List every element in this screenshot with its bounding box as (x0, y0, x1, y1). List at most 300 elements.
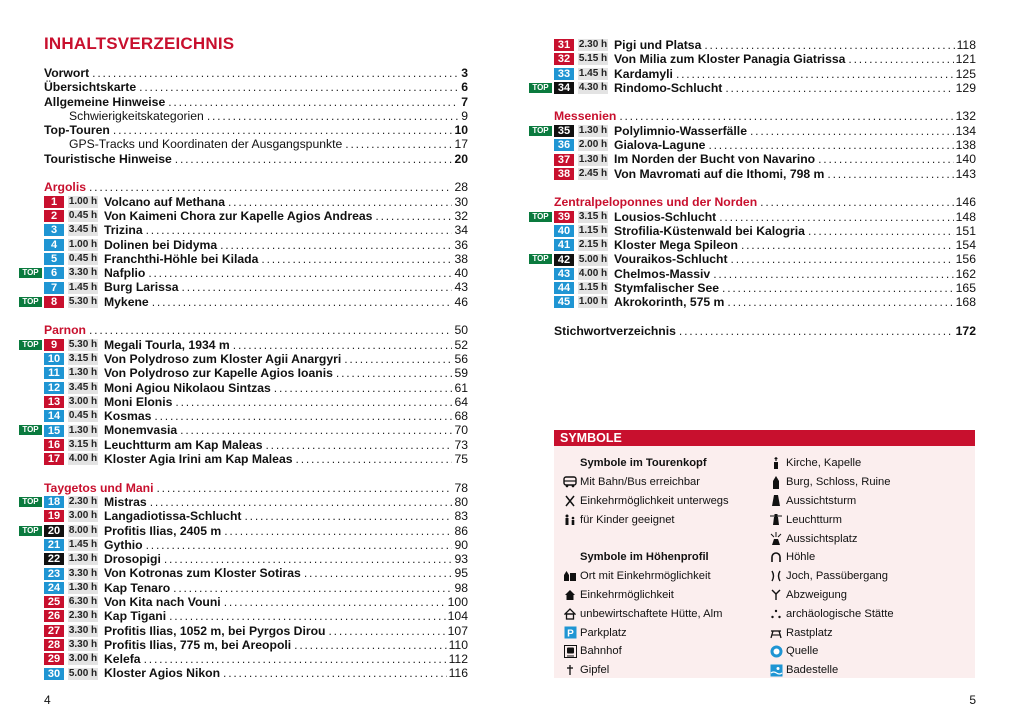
tour-duration: 2.15 h (578, 239, 608, 251)
spacer (44, 309, 468, 323)
leader-dots (294, 638, 446, 652)
symbol-label: Rastplatz (786, 626, 833, 639)
symbol-label: Höhle (786, 551, 816, 564)
tour-number: 7 (44, 282, 64, 294)
symbol-entry (766, 567, 894, 586)
region-heading-label: Argolis (44, 180, 86, 195)
tour-duration: 1.30 h (68, 581, 98, 593)
toc-entry-label: Übersichtskarte (44, 80, 137, 95)
leader-dots (375, 209, 452, 223)
children-icon (560, 514, 580, 526)
tour-duration: 4.30 h (578, 82, 608, 94)
tour-title (554, 224, 805, 238)
page-ref: 73 (454, 437, 468, 452)
tour-name: Gialova-Lagune (614, 138, 706, 153)
tour-duration: 2.00 h (578, 139, 608, 151)
symbol-label: Einkehrmöglichkeit unterwegs (580, 494, 729, 507)
tour-title (44, 423, 177, 437)
leader-dots (224, 524, 452, 538)
tour-title (44, 252, 258, 266)
leader-dots (173, 581, 452, 595)
tour-title (44, 495, 147, 509)
toc-entry (44, 66, 468, 80)
tour-duration: 1.45 h (68, 538, 98, 550)
symbol-legend (554, 430, 975, 678)
tour-duration: 8.00 h (68, 524, 98, 536)
tour-entry (554, 52, 976, 66)
tour-title (44, 609, 166, 623)
leader-dots (725, 81, 953, 95)
tour-duration: 1.00 h (68, 238, 98, 250)
leader-dots (344, 352, 452, 366)
symbol-label: archäologische Stätte (786, 607, 894, 620)
tour-duration: 2.30 h (68, 610, 98, 622)
tour-number: 25 (44, 596, 64, 608)
leader-dots (676, 67, 954, 81)
tour-title (44, 338, 230, 352)
tour-duration: 3.15 h (578, 210, 608, 222)
page-ref: 116 (448, 666, 468, 681)
page-number-right: 5 (969, 693, 976, 707)
tour-title (554, 52, 845, 66)
spring-icon (766, 645, 786, 658)
tour-name: Gythio (104, 537, 143, 552)
tour-entry (44, 452, 468, 466)
tour-number: 17 (44, 453, 64, 465)
tour-number: 36 (554, 139, 574, 151)
page-ref: 143 (955, 166, 976, 181)
symbol-entry (766, 586, 894, 605)
page-ref: 125 (955, 66, 976, 81)
leader-dots (848, 52, 953, 66)
tour-duration: 3.15 h (68, 438, 98, 450)
symbol-entry (560, 567, 729, 586)
page-ref: 110 (448, 637, 468, 652)
pass-icon (766, 570, 786, 582)
page-ref: 68 (454, 409, 468, 424)
page-ref: 20 (454, 151, 468, 166)
symbol-entry (766, 454, 894, 473)
summit-cross-icon (560, 664, 580, 676)
tour-title (554, 281, 719, 295)
page-ref: 90 (454, 537, 468, 552)
symbol-section-heading (560, 454, 729, 473)
tour-title (44, 624, 325, 638)
tour-entry (44, 223, 468, 237)
leader-dots (156, 481, 452, 495)
symbol-entry (766, 548, 894, 567)
region-heading-label: Taygetos und Mani (44, 480, 154, 495)
symbol-label: für Kinder geeignet (580, 513, 675, 526)
tour-entry (22, 294, 468, 309)
tour-title (554, 252, 728, 266)
tour-title (44, 552, 161, 566)
toc-entry-label: Touristische Hinweise (44, 151, 172, 166)
tour-entry (532, 209, 976, 224)
tour-name: Franchthi-Höhle bei Kilada (104, 251, 259, 266)
tour-duration: 1.45 h (578, 67, 608, 79)
tour-number: 8 (44, 296, 64, 308)
leader-dots (144, 652, 447, 666)
leader-dots (265, 438, 452, 452)
spacer (560, 529, 729, 548)
tour-entry (44, 595, 468, 609)
tour-title (554, 124, 747, 138)
toc-entry (44, 109, 468, 123)
leader-dots (296, 452, 453, 466)
tour-entry (44, 280, 468, 294)
symbol-label: Joch, Passübergang (786, 570, 888, 583)
tour-entry (532, 123, 976, 138)
symbol-label: Mit Bahn/Bus erreichbar (580, 476, 701, 489)
spacer (44, 466, 468, 480)
tour-name: Von Kotronas zum Kloster Sotiras (104, 566, 301, 581)
tour-number: 34 (554, 82, 574, 94)
leader-dots (719, 210, 953, 224)
tour-number: 39 (554, 211, 574, 223)
page-ref: 168 (955, 295, 976, 310)
page-ref: 38 (454, 251, 468, 266)
page-ref: 6 (461, 80, 468, 95)
tour-duration: 3.30 h (68, 267, 98, 279)
tour-duration: 2.30 h (578, 39, 608, 51)
tour-name: Moni Agiou Nikolaou Sintzas (104, 380, 271, 395)
tour-number: 20 (44, 525, 64, 537)
toc-entry (44, 123, 468, 137)
tour-duration: 6.30 h (68, 596, 98, 608)
tour-duration: 0.45 h (68, 253, 98, 264)
page-ref: 10 (454, 123, 468, 138)
leader-dots (619, 109, 953, 123)
tour-duration: 5.30 h (68, 295, 98, 307)
spacer (554, 181, 976, 195)
symbol-entry (560, 492, 729, 511)
tour-name: Stymfalischer See (614, 281, 720, 296)
region-heading (44, 323, 468, 337)
page-ref: 132 (955, 109, 976, 124)
page-ref: 100 (447, 594, 468, 609)
spacer (554, 95, 976, 109)
tour-number: 23 (44, 568, 64, 580)
tour-name: Kardamyli (614, 66, 673, 81)
tour-duration: 1.00 h (68, 195, 98, 207)
leader-dots (228, 195, 452, 209)
toc-entry (44, 137, 468, 151)
top-badge: TOP (19, 340, 42, 350)
tour-name: Volcano auf Methana (104, 194, 225, 209)
page-ref: 56 (454, 351, 468, 366)
tour-title (44, 238, 217, 252)
tour-name: Chelmos-Massiv (614, 266, 711, 281)
tour-entry (44, 552, 468, 566)
region-heading-label: Messenien (554, 109, 617, 124)
tour-duration: 1.15 h (578, 282, 608, 294)
tour-name: Dolinen bei Didyma (104, 237, 218, 252)
tour-duration: 1.30 h (578, 124, 608, 136)
tour-duration: 1.45 h (68, 281, 98, 293)
tour-name: Kloster Agios Nikon (104, 666, 221, 681)
tour-title (44, 566, 301, 580)
tour-title (44, 352, 341, 366)
leader-dots (750, 124, 954, 138)
tour-name: Leuchtturm am Kap Maleas (104, 437, 263, 452)
leader-dots (345, 137, 452, 151)
leader-dots (92, 66, 459, 80)
archaeological-site-icon (766, 608, 786, 620)
tour-number: 11 (44, 367, 64, 379)
tour-number: 45 (554, 296, 574, 308)
tour-entry (554, 152, 976, 166)
page-ref: 121 (955, 52, 976, 67)
page-number-left: 4 (44, 693, 51, 707)
symbol-label: Leuchtturm (786, 513, 842, 526)
leader-dots (207, 109, 459, 123)
tour-name: Von Mavromati auf die Ithomi, 798 m (614, 166, 825, 181)
tour-title (554, 167, 824, 181)
tour-entry (44, 395, 468, 409)
leader-dots (152, 295, 453, 309)
tour-number: 38 (554, 168, 574, 180)
page-ref: 95 (454, 566, 468, 581)
tour-entry (554, 224, 976, 238)
region-heading (554, 109, 976, 123)
symbol-label: Kirche, Kapelle (786, 457, 862, 470)
symbol-entry (560, 473, 729, 492)
tour-entry (44, 666, 468, 680)
tour-entry (44, 409, 468, 423)
top-badge: TOP (529, 254, 552, 264)
tour-title (44, 581, 170, 595)
symbol-label: Abzweigung (786, 588, 847, 601)
tour-title (44, 666, 220, 680)
tour-title (44, 638, 291, 652)
tour-title (554, 210, 716, 224)
page-ref: 86 (454, 523, 468, 538)
tour-number: 26 (44, 610, 64, 622)
top-badge: TOP (19, 297, 42, 307)
tour-name: Profitis Ilias, 1052 m, bei Pyrgos Dirou (104, 623, 326, 638)
tour-title (44, 524, 221, 538)
bus-icon (560, 476, 580, 488)
tour-name: Trizina (104, 223, 143, 238)
region-heading (44, 180, 468, 194)
leader-dots (808, 224, 954, 238)
leader-dots (233, 338, 453, 352)
symbol-legend-left (560, 454, 729, 680)
page-ref: 93 (454, 552, 468, 567)
toc-entry-label: GPS-Tracks und Koordinaten der Ausgangspunkte (69, 137, 343, 152)
leader-dots (328, 624, 445, 638)
page-ref: 52 (454, 337, 468, 352)
symbol-entry (560, 586, 729, 605)
leader-dots (180, 423, 452, 437)
leader-dots (150, 495, 453, 509)
symbol-section-label: Symbole im Höhenprofil (580, 551, 709, 564)
leader-dots (704, 38, 954, 52)
symbol-entry (766, 642, 894, 661)
tour-title (44, 223, 143, 237)
tour-duration: 3.00 h (68, 510, 98, 522)
page-ref: 140 (955, 152, 976, 167)
tour-entry (44, 538, 468, 552)
tour-number: 22 (44, 553, 64, 565)
tour-entry (22, 494, 468, 509)
region-heading (44, 481, 468, 495)
tour-duration: 4.00 h (68, 453, 98, 465)
leader-dots (164, 552, 453, 566)
tour-number: 9 (44, 339, 64, 351)
tour-title (44, 538, 143, 552)
tour-duration: 2.30 h (68, 496, 98, 508)
castle-icon (766, 476, 786, 489)
tour-number: 31 (554, 39, 574, 51)
tour-entry (44, 638, 468, 652)
leader-dots (760, 195, 954, 209)
tour-entry (44, 609, 468, 623)
tour-number: 4 (44, 239, 64, 251)
tour-number: 13 (44, 396, 64, 408)
symbol-label: Gipfel (580, 664, 610, 677)
tour-duration: 5.00 h (68, 667, 98, 679)
tour-number: 21 (44, 539, 64, 551)
leader-dots (139, 80, 459, 94)
leader-dots (175, 152, 453, 166)
top-badge: TOP (529, 126, 552, 136)
page-ref: 104 (447, 609, 468, 624)
tour-entry (532, 252, 976, 267)
toc-entry-label: Top-Touren (44, 123, 110, 138)
leader-dots (244, 509, 452, 523)
tour-name: Burg Larissa (104, 280, 179, 295)
symbol-label: Einkehrmöglichkeit (580, 588, 674, 601)
leader-dots (708, 138, 953, 152)
picnic-icon (766, 627, 786, 639)
tour-entry (44, 352, 468, 366)
leader-dots (154, 409, 452, 423)
leader-dots (146, 538, 453, 552)
symbol-section-heading (560, 548, 729, 567)
tour-duration: 3.30 h (68, 639, 98, 651)
leader-dots (146, 223, 453, 237)
tour-title (554, 138, 705, 152)
tour-entry (44, 509, 468, 523)
page-ref: 98 (454, 580, 468, 595)
page-ref: 30 (454, 194, 468, 209)
page-ref: 154 (955, 238, 976, 253)
leader-dots (827, 167, 953, 181)
symbol-label: Parkplatz (580, 626, 627, 639)
page-ref: 50 (454, 323, 468, 338)
tour-title (44, 381, 271, 395)
symbol-label: Aussichtsturm (786, 494, 857, 507)
leader-dots (168, 95, 459, 109)
spacer (44, 166, 468, 180)
leader-dots (731, 252, 954, 266)
tour-number: 29 (44, 653, 64, 665)
tour-name: Rindomo-Schlucht (614, 80, 723, 95)
leader-dots (224, 595, 446, 609)
tour-duration: 1.30 h (68, 424, 98, 436)
tour-number: 15 (44, 425, 64, 437)
train-icon (560, 645, 580, 658)
tour-title (44, 652, 141, 666)
tour-title (44, 409, 151, 423)
tour-duration: 3.30 h (68, 624, 98, 636)
cave-icon (766, 551, 786, 563)
leader-dots (336, 366, 453, 380)
hut-icon (560, 608, 580, 620)
tour-name: Kosmas (104, 409, 152, 424)
tour-duration: 0.45 h (68, 210, 98, 222)
tour-number: 2 (44, 210, 64, 222)
leader-dots (175, 395, 452, 409)
tour-number: 14 (44, 410, 64, 422)
tour-number: 1 (44, 196, 64, 208)
symbol-label: Burg, Schloss, Ruine (786, 476, 891, 489)
page-ref: 134 (955, 123, 976, 138)
tour-number: 10 (44, 353, 64, 365)
tour-number: 44 (554, 282, 574, 294)
symbol-entry (766, 604, 894, 623)
tour-entry (554, 67, 976, 81)
tour-number: 24 (44, 582, 64, 594)
tour-name: Im Norden der Bucht von Navarino (614, 152, 816, 167)
tour-entry (554, 267, 976, 281)
symbol-label: unbewirtschaftete Hütte, Alm (580, 607, 723, 620)
leader-dots (220, 238, 452, 252)
page-ref: 129 (955, 80, 976, 95)
tour-duration: 1.30 h (68, 367, 98, 379)
tour-title (554, 295, 724, 309)
tour-duration: 5.30 h (68, 338, 98, 350)
tour-name: Monemvasia (104, 423, 178, 438)
toc-left-column (22, 66, 468, 681)
leader-dots (89, 323, 452, 337)
page-ref: 107 (447, 623, 468, 638)
tour-title (44, 366, 333, 380)
top-badge: TOP (19, 526, 42, 536)
toc-entry-label: Schwierigkeitskategorien (69, 108, 204, 123)
tour-number: 28 (44, 639, 64, 651)
tour-entry (44, 381, 468, 395)
tour-duration: 3.00 h (68, 395, 98, 407)
page-ref: 165 (955, 281, 976, 296)
junction-icon (766, 589, 786, 601)
leader-dots (274, 381, 453, 395)
tour-duration: 1.15 h (578, 225, 608, 236)
svg-text:P: P (566, 628, 574, 640)
tour-entry (554, 295, 976, 309)
tour-title (44, 452, 293, 466)
tour-number: 12 (44, 382, 64, 394)
tour-duration: 3.00 h (68, 653, 98, 665)
tour-entry (22, 337, 468, 352)
tour-name: Von Milia zum Kloster Panagia Giatrissa (614, 52, 846, 67)
top-badge: TOP (529, 212, 552, 222)
tour-name: Kloster Agia Irini am Kap Maleas (104, 452, 293, 467)
tour-name: Von Kita nach Vouni (104, 594, 221, 609)
page-ref: 70 (454, 423, 468, 438)
page-ref: 151 (955, 223, 976, 238)
tour-title (44, 266, 145, 280)
tour-title (44, 209, 372, 223)
tour-duration: 3.45 h (68, 381, 98, 393)
page-ref: 118 (956, 38, 976, 52)
tour-duration: 5.00 h (578, 253, 608, 265)
symbol-entry (560, 661, 729, 680)
tour-name: Mistras (104, 494, 147, 509)
symbol-entry (560, 623, 729, 642)
